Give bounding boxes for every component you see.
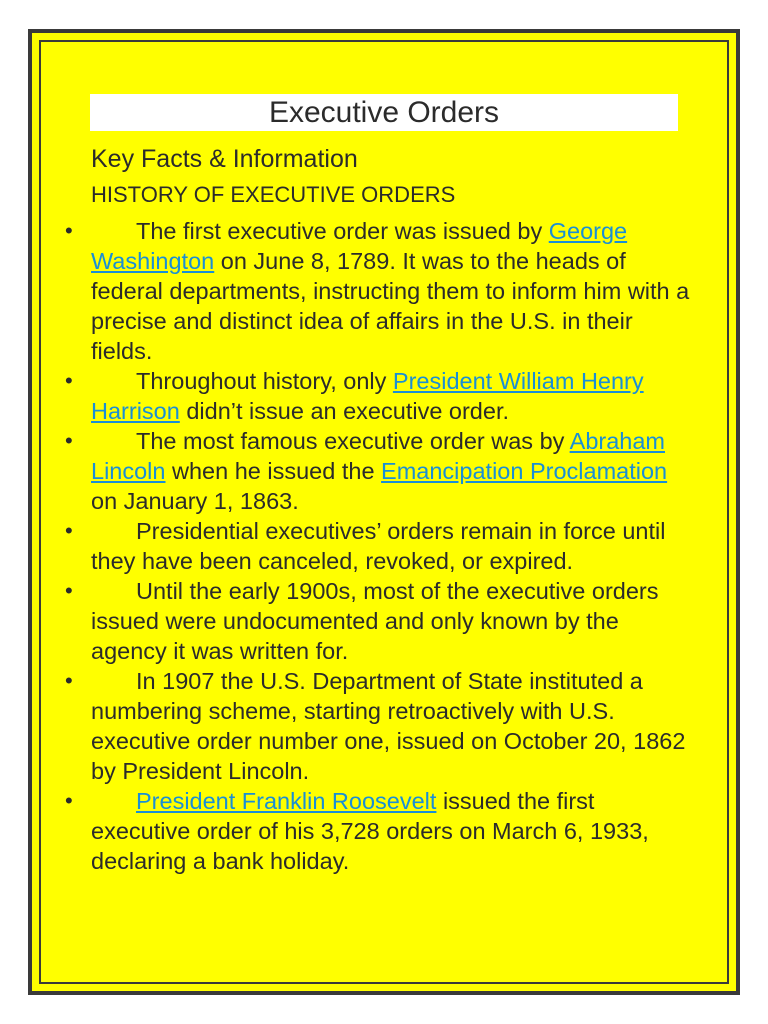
page-title: Executive Orders — [90, 94, 678, 131]
fact-text: when he issued the — [165, 458, 382, 484]
link-franklin-roosevelt[interactable]: President Franklin Roosevelt — [136, 788, 437, 814]
link-william-henry-harrison[interactable]: President William Henry Harrison — [91, 368, 644, 424]
fact-text: didn’t issue an executive order. — [179, 398, 510, 424]
bullet-icon: • — [65, 428, 73, 453]
section-heading: HISTORY OF EXECUTIVE ORDERS — [91, 182, 456, 207]
fact-text: issued the first executive order of his 3,728 orders on March 6, 1933, declaring a bank holiday. — [91, 788, 649, 874]
link-emancipation-proclamation[interactable]: Emancipation Proclamation — [381, 458, 668, 484]
bullet-icon: • — [65, 578, 73, 603]
bullet-icon: • — [65, 218, 73, 243]
page-subtitle: Key Facts & Information — [91, 145, 358, 173]
bullet-icon: • — [65, 668, 73, 693]
facts-list — [65, 216, 691, 876]
list-item — [65, 426, 691, 516]
bullet-icon: • — [65, 788, 73, 813]
link-abraham-lincoln[interactable]: Abraham Lincoln — [91, 428, 665, 484]
fact-text: Presidential executives’ orders remain in force until they have been canceled, revoked, or expired. — [91, 518, 666, 574]
fact-text: Throughout history, only — [136, 368, 393, 394]
list-item — [65, 366, 691, 426]
bullet-icon: • — [65, 368, 73, 393]
link-george-washington[interactable]: George Washington — [91, 218, 628, 274]
fact-text: on January 1, 1863. — [91, 488, 299, 514]
fact-text: In 1907 the U.S. Department of State instituted a numbering scheme, starting retroactively with U.S. executive order number one, issued on October 20, 1862 by President Lincoln. — [91, 668, 686, 784]
list-item — [65, 666, 691, 786]
fact-text: Until the early 1900s, most of the executive orders issued were undocumented and only known by the agency it was written for. — [91, 578, 659, 664]
fact-text: on June 8, 1789. It was to the heads of federal departments, instructing them to inform him with a precise and distinct idea of affairs in the U.S. in their fields. — [91, 248, 690, 364]
list-item — [65, 786, 691, 876]
list-item — [65, 516, 691, 576]
list-item — [65, 216, 691, 366]
list-item — [65, 576, 691, 666]
fact-text: The most famous executive order was by — [136, 428, 570, 454]
bullet-icon: • — [65, 518, 73, 543]
fact-text: The first executive order was issued by — [136, 218, 549, 244]
